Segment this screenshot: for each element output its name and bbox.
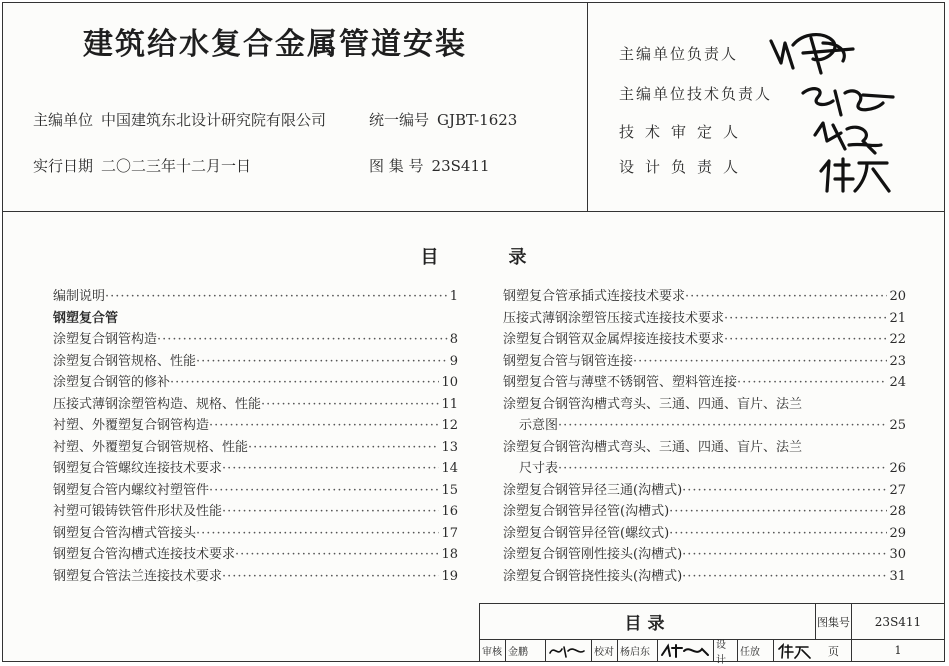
editor-unit-label: 主编单位: [33, 111, 94, 129]
toc-entry-page: 15: [441, 482, 458, 498]
editor-unit: [33, 109, 326, 130]
toc-entry-continuation[interactable]: [503, 458, 906, 480]
title-block-page-value: 1: [852, 640, 945, 662]
toc-leader: [724, 329, 887, 351]
toc-leader: [105, 286, 448, 308]
toc-heading-char-2: 录: [508, 247, 527, 268]
toc-entry-title: 钢塑复合管承插式连接技术要求: [503, 289, 686, 304]
review-name: 金鹏: [506, 640, 546, 661]
toc-leader: [196, 523, 439, 545]
toc-entry-title: 涂塑复合钢管构造: [53, 332, 158, 347]
toc-entry[interactable]: [53, 437, 458, 459]
toc-leader: [261, 394, 439, 416]
review-signature: [546, 640, 592, 661]
toc-entry-title: 示意图: [519, 418, 559, 433]
toc-entry-title: 钢塑复合管螺纹连接技术要求: [53, 461, 223, 476]
toc-entry[interactable]: [53, 351, 458, 373]
toc-entry-title: 钢塑复合管法兰连接技术要求: [53, 568, 223, 584]
toc-entry-page: 26: [889, 461, 906, 476]
header-divider-horizontal: [3, 211, 944, 212]
atlas-number: [369, 155, 490, 176]
check-label: 校对: [592, 640, 618, 661]
title-block-page-label: 页: [816, 640, 852, 662]
toc-leader: [248, 437, 439, 459]
check-signature: [658, 640, 714, 661]
toc-entry-title: 衬塑、外覆塑复合钢管构造: [53, 418, 210, 433]
atlas-title: 建筑给水复合金属管道安装: [83, 27, 467, 62]
toc-entry-page: 28: [889, 504, 906, 519]
toc-entry[interactable]: [53, 329, 458, 351]
toc-leader: [209, 415, 439, 437]
toc-entry-page: 25: [889, 418, 906, 433]
review-label: 审核: [480, 640, 506, 661]
toc-entry-title: 压接式薄钢涂塑管构造、规格、性能: [53, 396, 262, 412]
toc-entry-title: 涂塑复合钢管沟槽式弯头、三通、四通、盲片、法兰: [503, 396, 803, 412]
check-name: 杨启东: [618, 640, 658, 661]
toc-section: [53, 308, 458, 330]
handwritten-signatures: [763, 23, 913, 193]
toc-entry[interactable]: [503, 351, 906, 373]
toc-entry-title: 编制说明: [53, 289, 106, 304]
toc-entry-page: 20: [889, 289, 906, 304]
unified-number-label: 统一编号: [369, 111, 430, 129]
toc-section-title: 钢塑复合管: [53, 310, 119, 326]
toc-entry[interactable]: [503, 308, 906, 330]
toc-entry-title: 涂塑复合钢管异径三通(沟槽式): [503, 482, 683, 498]
toc-entry-page: 21: [889, 310, 906, 326]
toc-column-left: [53, 286, 458, 587]
toc-entry[interactable]: [53, 566, 458, 588]
effective-date: [33, 155, 251, 176]
toc-entry-page: 24: [889, 375, 906, 390]
toc-entry[interactable]: [503, 523, 906, 545]
toc-entry-title: 钢塑复合管与钢管连接: [503, 353, 634, 369]
toc-entry-title: 涂塑复合钢管异径管(螺纹式): [503, 525, 670, 541]
toc-entry-title: 钢塑复合管沟槽式管接头: [53, 525, 197, 541]
toc-leader: [196, 351, 448, 373]
toc-entry-page: 10: [441, 375, 458, 390]
toc-entry-page: 11: [441, 396, 458, 412]
header-divider-vertical: [587, 3, 588, 211]
toc-entry[interactable]: [503, 544, 906, 566]
toc-column-right: [503, 286, 906, 587]
toc-entry-title: 钢塑复合管沟槽式连接技术要求: [53, 547, 236, 562]
atlas-number-label: 图 集 号: [369, 157, 424, 175]
toc-leader: [558, 415, 887, 437]
toc-heading: [3, 243, 944, 269]
responsible-tech: 主编单位技术负责人: [619, 85, 773, 103]
title-block-signature-row: [480, 639, 816, 666]
toc-leader: [682, 480, 887, 502]
toc-entry[interactable]: [503, 372, 906, 394]
toc-entry-title: 涂塑复合钢管双金属焊接连接技术要求: [503, 332, 725, 347]
toc-entry-page: 16: [441, 504, 458, 519]
toc-entry-title: 涂塑复合钢管的修补: [53, 375, 171, 390]
toc-entry[interactable]: [503, 480, 906, 502]
toc-entry-page: 18: [441, 547, 458, 562]
toc-heading-char-1: 目: [420, 247, 439, 268]
title-block: [479, 603, 944, 666]
design-label: 设计: [714, 640, 738, 661]
toc-entry-page: 23: [889, 353, 906, 369]
toc-leader: [157, 329, 448, 351]
toc-leader: [170, 372, 439, 394]
title-block-title: 目录: [480, 604, 816, 640]
toc-entry-title: 钢塑复合管内螺纹衬塑管件: [53, 482, 210, 498]
toc-entry[interactable]: [503, 286, 906, 308]
toc-entry-title: 涂塑复合钢管沟槽式弯头、三通、四通、盲片、法兰: [503, 439, 803, 455]
responsible-editor-unit: 主编单位负责人: [619, 45, 739, 63]
toc-entry-title: 涂塑复合钢管规格、性能: [53, 353, 197, 369]
toc-leader: [737, 372, 887, 394]
responsible-reviewer: 技术审定人: [619, 123, 750, 141]
toc-entry-title: 涂塑复合钢管异径管(沟槽式): [503, 504, 670, 519]
toc-entry[interactable]: [53, 394, 458, 416]
toc-leader: [222, 566, 439, 588]
toc-leader: [682, 566, 887, 588]
toc-entry[interactable]: [53, 286, 458, 308]
toc-leader: [669, 523, 887, 545]
toc-leader: [724, 308, 887, 330]
editor-unit-value: 中国建筑东北设计研究院有限公司: [101, 111, 327, 129]
toc-entry-page: 29: [889, 525, 906, 541]
title-block-atlas-label: 图集号: [816, 604, 852, 640]
responsible-designer: 设计负责人: [619, 158, 750, 176]
toc-entry[interactable]: [53, 544, 458, 566]
toc-entry-page: 13: [441, 439, 458, 455]
toc-leader: [222, 458, 439, 480]
toc-leader: [669, 501, 887, 523]
toc-entry-page: 14: [441, 461, 458, 476]
header-info: [3, 3, 587, 211]
toc-entry-page: 1: [449, 289, 458, 304]
toc-entry-page: 19: [441, 568, 458, 584]
toc-entry[interactable]: [53, 523, 458, 545]
toc-entry-title: 衬塑可锻铸铁管件形状及性能: [53, 504, 223, 519]
drawing-sheet: [2, 2, 945, 666]
toc-entry-page: 9: [449, 353, 458, 369]
toc-leader: [209, 480, 439, 502]
toc-entry-title: 钢塑复合管与薄壁不锈钢管、塑料管连接: [503, 375, 738, 390]
toc-entry-page: 8: [449, 332, 458, 347]
toc-entry-page: 22: [889, 332, 906, 347]
toc-entry[interactable]: [53, 501, 458, 523]
toc-entry[interactable]: [53, 372, 458, 394]
toc-entry-title: 涂塑复合钢管挠性接头(沟槽式): [503, 568, 683, 584]
toc-leader: [235, 544, 439, 566]
design-signature: [774, 640, 816, 661]
toc-leader: [558, 458, 887, 480]
toc-entry-title: 尺寸表: [519, 461, 559, 476]
design-name: 任放: [738, 640, 774, 661]
toc-entry[interactable]: [503, 566, 906, 588]
toc-entry-page: 17: [441, 525, 458, 541]
toc-entry[interactable]: [503, 394, 906, 416]
toc-leader: [685, 286, 887, 308]
toc-entry-page: 27: [889, 482, 906, 498]
unified-number: [369, 109, 517, 130]
toc-entry[interactable]: [503, 501, 906, 523]
effective-date-value: 二〇二三年十二月一日: [101, 157, 252, 175]
toc-leader: [222, 501, 439, 523]
toc-entry-title: 涂塑复合钢管刚性接头(沟槽式): [503, 547, 683, 562]
toc-entry-page: 31: [889, 568, 906, 584]
toc-entry[interactable]: [53, 480, 458, 502]
toc-entry[interactable]: [503, 329, 906, 351]
toc-entry-continuation[interactable]: [503, 415, 906, 437]
effective-date-label: 实行日期: [33, 157, 94, 175]
toc-entry-page: 12: [441, 418, 458, 433]
toc-entry-title: 衬塑、外覆塑复合钢管规格、性能: [53, 439, 249, 455]
toc-entry[interactable]: [53, 458, 458, 480]
toc-entry-title: 压接式薄钢涂塑管压接式连接技术要求: [503, 310, 725, 326]
toc-leader: [682, 544, 887, 566]
toc-entry[interactable]: [53, 415, 458, 437]
unified-number-value: GJBT-1623: [437, 111, 518, 129]
title-block-atlas-value: 23S411: [852, 604, 945, 640]
atlas-number-value: 23S411: [431, 157, 490, 175]
toc-leader: [633, 351, 887, 373]
toc-entry[interactable]: [503, 437, 906, 459]
toc-entry-page: 30: [889, 547, 906, 562]
